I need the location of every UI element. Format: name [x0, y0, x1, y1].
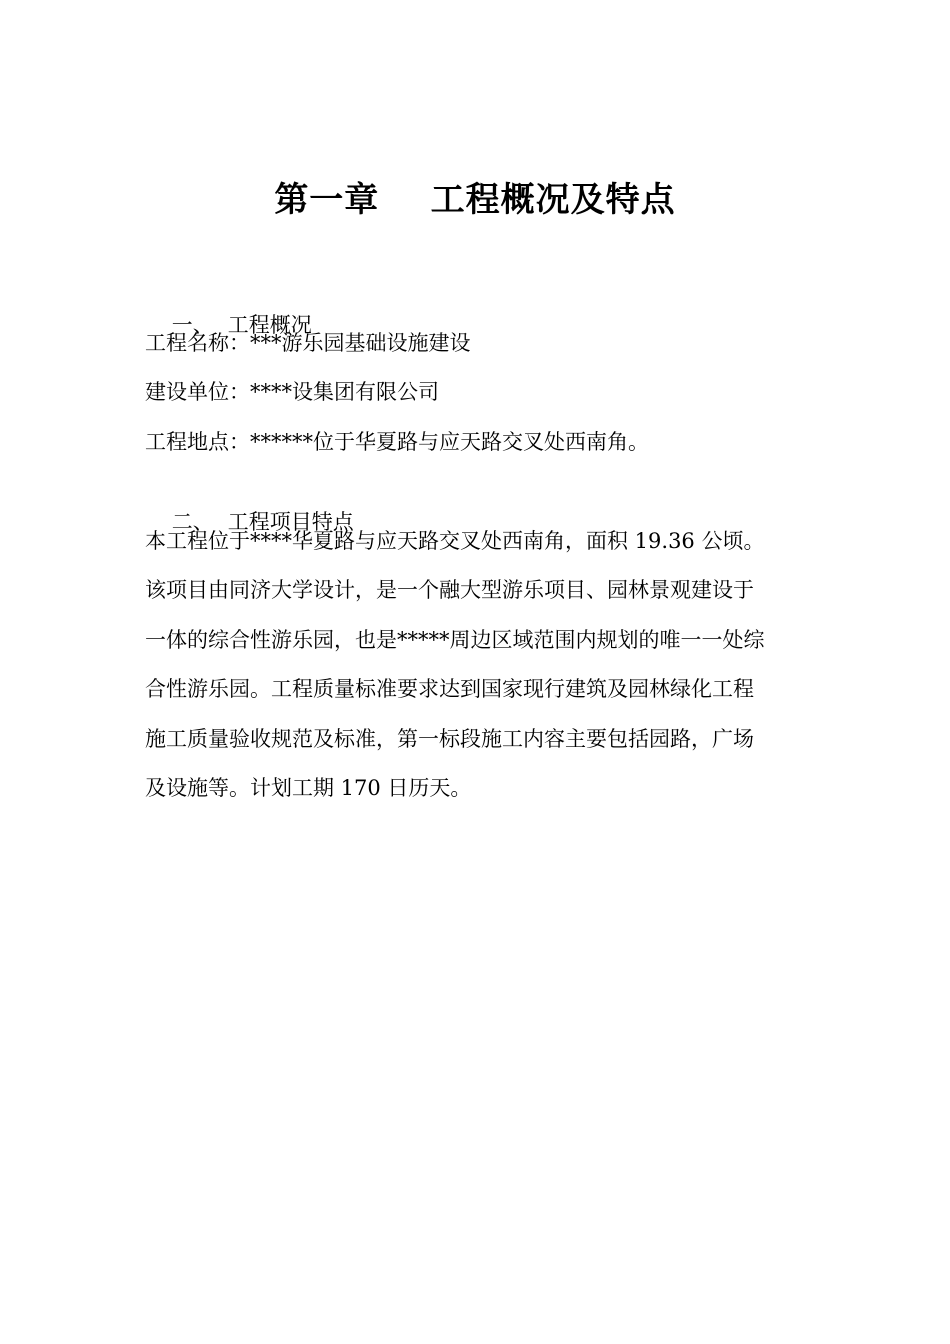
paragraph-line: 合性游乐园。工程质量标准要求达到国家现行建筑及园林绿化工程 [145, 677, 754, 702]
paragraph-line: 一体的综合性游乐园，也是*****周边区域范围内规划的唯一一处综 [145, 627, 765, 652]
section-1-number: 一、 [171, 313, 214, 337]
paragraph-line: 该项目由同济大学设计，是一个融大型游乐项目、园林景观建设于 [145, 578, 754, 603]
paragraph-line: 本工程位于****华夏路与应天路交叉处西南角，面积 19.36 公顷。 [145, 529, 765, 553]
section-2-number: 二、 [171, 510, 214, 534]
section-2-title: 工程项目特点 [227, 510, 354, 534]
project-name-field: 工程名称：***游乐园基础设施建设 [145, 331, 471, 355]
project-location-field: 工程地点：******位于华夏路与应天路交叉处西南角。 [145, 430, 649, 454]
chapter-title: 第一章 工程概况及特点 [274, 180, 676, 220]
construction-unit-field: 建设单位：****设集团有限公司 [145, 380, 439, 404]
paragraph-line: 施工质量验收规范及标准，第一标段施工内容主要包括园路，广场 [145, 726, 754, 751]
project-features-paragraph [145, 526, 810, 822]
section-1-title: 工程概况 [227, 313, 312, 337]
paragraph-line: 及设施等。计划工期 170 日历天。 [145, 775, 472, 800]
